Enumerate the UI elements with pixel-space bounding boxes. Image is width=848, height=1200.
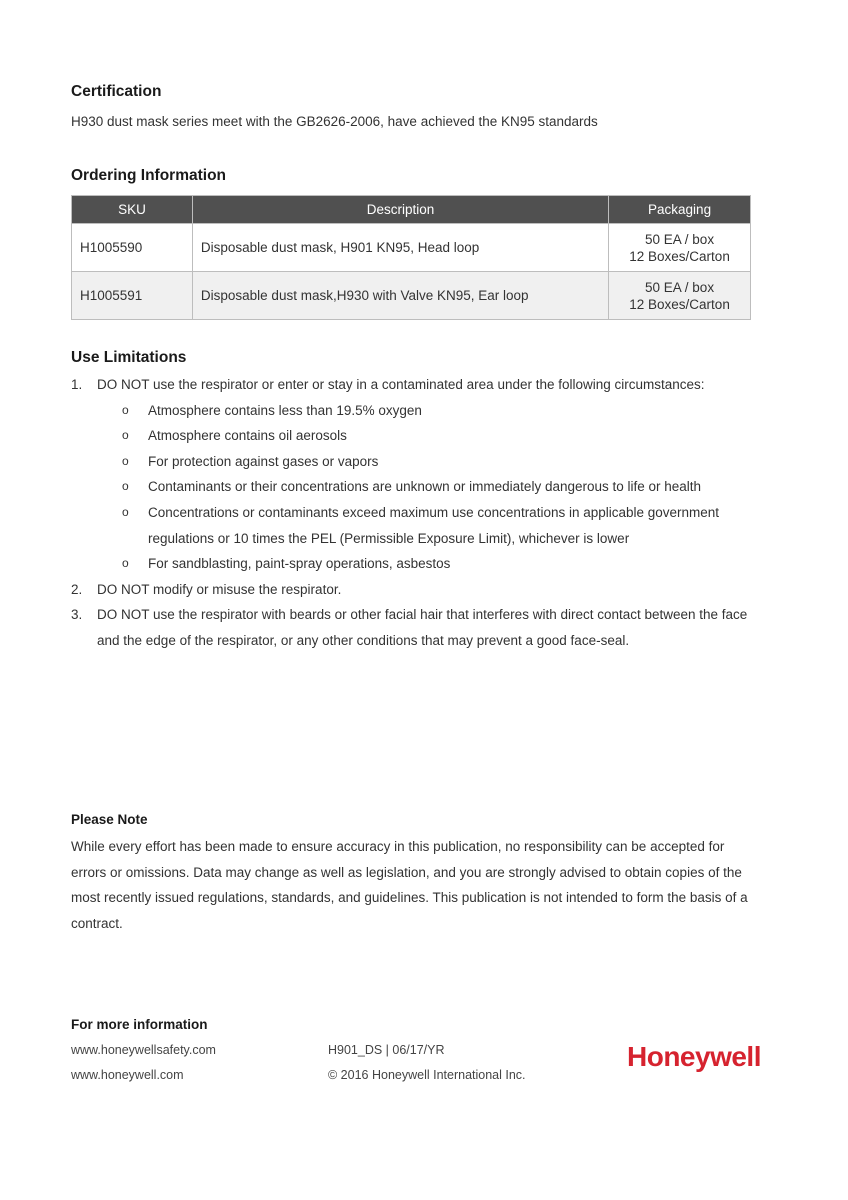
packaging-cell	[609, 224, 751, 272]
sku-cell: H1005590	[72, 224, 193, 272]
sub-list-item	[71, 551, 771, 577]
sub-list-item-text: Atmosphere contains oil aerosols	[148, 428, 347, 444]
bullet-marker: o	[122, 556, 129, 571]
sub-list-item-text: For sandblasting, paint-spray operations, asbestos	[148, 556, 451, 572]
list-number: 3.	[71, 607, 83, 623]
table-row	[72, 272, 751, 320]
bullet-marker: o	[122, 402, 129, 417]
use-limitations-list	[71, 372, 771, 654]
packaging-line: 50 EA / box	[645, 231, 715, 247]
table-row	[72, 224, 751, 272]
certification-heading: Certification	[71, 83, 162, 100]
column-header-sku: SKU	[72, 196, 193, 224]
more-info-heading: For more information	[71, 1017, 208, 1032]
description-cell: Disposable dust mask, H901 KN95, Head loop	[192, 224, 608, 272]
use-limitations-heading: Use Limitations	[71, 349, 187, 366]
packaging-line: 50 EA / box	[645, 279, 715, 295]
table-header-row	[72, 196, 751, 224]
bullet-marker: o	[122, 479, 129, 494]
list-item	[71, 602, 771, 653]
document-code: H901_DS | 06/17/YR	[328, 1043, 445, 1057]
please-note-text: While every effort has been made to ensure accuracy in this publication, no responsibility can be accepted for errors or omissions. Data may change as well as legislation, and you are strongly advised to obtain copies of the most recently issued regulations, standards, and guidelines. This publication is not intended to form the basis of a contract.	[71, 839, 748, 931]
packaging-cell	[609, 272, 751, 320]
sub-list-item	[71, 423, 771, 449]
sku-cell: H1005591	[72, 272, 193, 320]
bullet-marker: o	[122, 504, 129, 519]
column-header-packaging: Packaging	[609, 196, 751, 224]
sub-list-item-text: Concentrations or contaminants exceed maximum use concentrations in applicable government regulations or 10 times the PEL (Permissible Exposure Limit), whichever is lower	[148, 504, 720, 546]
sub-list-item-text: Contaminants or their concentrations are unknown or immediately dangerous to life or health	[148, 479, 702, 495]
certification-text: H930 dust mask series meet with the GB2626-2006, have achieved the KN95 standards	[71, 114, 598, 129]
description-cell: Disposable dust mask,H930 with Valve KN95, Ear loop	[192, 272, 608, 320]
sub-list-item	[71, 449, 771, 475]
ordering-heading: Ordering Information	[71, 167, 226, 184]
copyright-text: © 2016 Honeywell International Inc.	[328, 1068, 526, 1082]
bullet-marker: o	[122, 453, 129, 468]
list-item-text: DO NOT use the respirator or enter or stay in a contaminated area under the following circumstances:	[97, 377, 705, 392]
column-header-description: Description	[192, 196, 608, 224]
packaging-line: 12 Boxes/Carton	[629, 296, 730, 312]
list-number: 2.	[71, 581, 83, 597]
sub-list-item	[71, 398, 771, 424]
sub-list-item-text: For protection against gases or vapors	[148, 453, 379, 469]
list-item-text: DO NOT modify or misuse the respirator.	[97, 581, 342, 597]
packaging-line: 12 Boxes/Carton	[629, 248, 730, 264]
sub-list-item	[71, 474, 771, 500]
sub-list-item	[71, 500, 771, 551]
list-item	[71, 372, 771, 398]
please-note-heading: Please Note	[71, 812, 148, 827]
honeywell-logo: Honeywell	[627, 1041, 761, 1072]
list-number: 1.	[71, 377, 83, 392]
link-honeywell[interactable]: www.honeywell.com	[71, 1068, 184, 1082]
link-honeywellsafety[interactable]: www.honeywellsafety.com	[71, 1043, 216, 1057]
ordering-table	[71, 195, 751, 320]
list-item-text: DO NOT use the respirator with beards or other facial hair that interferes with direct contact between the face and the edge of the respirator, or any other conditions that may prevent a good face-seal.	[97, 607, 748, 648]
list-item	[71, 577, 771, 603]
bullet-marker: o	[122, 428, 129, 443]
sub-list-item-text: Atmosphere contains less than 19.5% oxygen	[148, 402, 422, 418]
